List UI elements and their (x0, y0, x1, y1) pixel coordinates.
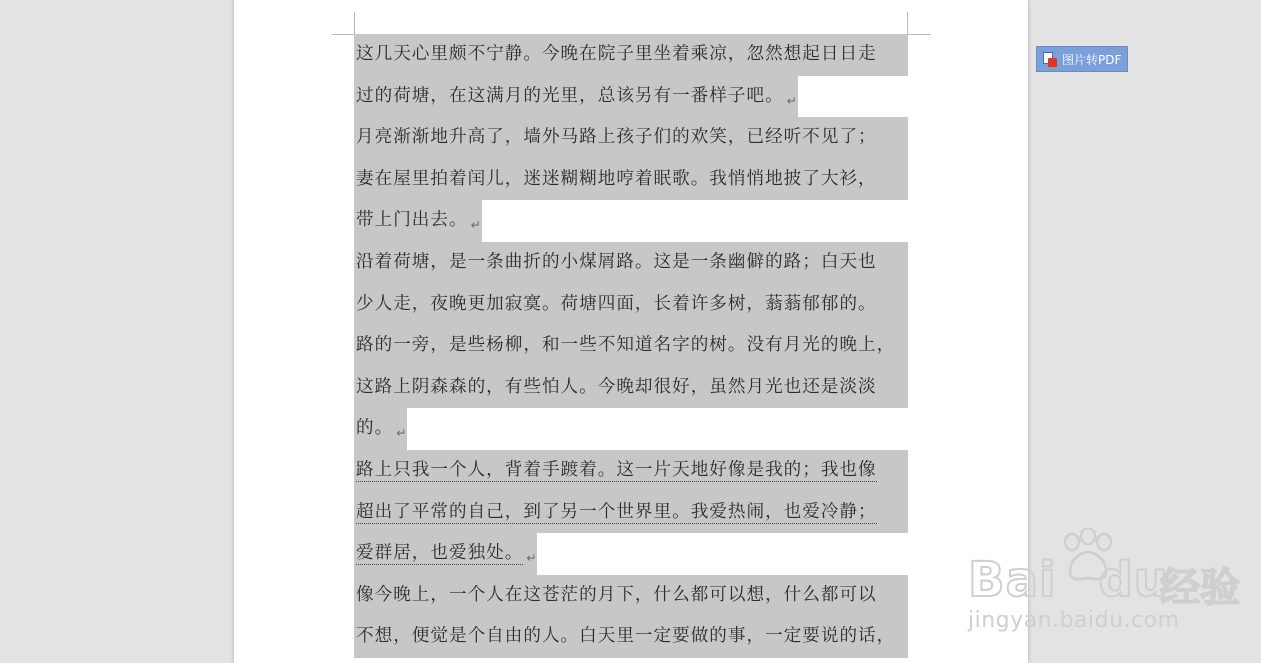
watermark-url: jingyan.baidu.com (968, 608, 1180, 633)
margin-corner-mark-top-left-horizontal (332, 34, 354, 35)
text-line: 过的荷塘，在这满月的光里，总该另有一番样子吧。 $_↵$ (354, 76, 908, 118)
text-line: 超出了平常的自己，到了另一个世界里。我爱热闹，也爱冷静； (354, 492, 908, 534)
text-line: 这路上阴森森的，有些怕人。今晚却很好，虽然月光也还是淡淡 (354, 367, 908, 409)
margin-corner-mark-top-right-horizontal (907, 34, 931, 35)
image-to-pdf-label: 图片转PDF (1062, 52, 1122, 67)
text-line: 带上门出去。 $_↵$ (354, 200, 908, 242)
paragraph[interactable] (354, 34, 908, 117)
image-to-pdf-button[interactable] (1036, 46, 1128, 72)
text-line: 爱群居，也爱独处。 $_↵$ (354, 533, 908, 575)
document-body[interactable] (354, 34, 908, 658)
text-line: 路上只我一个人，背着手踱着。这一片天地好像是我的；我也像 (354, 450, 908, 492)
paragraph-mark-icon: ↵ (786, 93, 798, 108)
text-line: 少人走，夜晚更加寂寞。荷塘四面，长着许多树，蓊蓊郁郁的。 (354, 284, 908, 326)
paragraph-mark-icon: ↵ (396, 426, 408, 441)
paragraph[interactable] (354, 117, 908, 242)
pdf-convert-icon (1043, 52, 1057, 67)
text-line: 沿着荷塘，是一条曲折的小煤屑路。这是一条幽僻的路；白天也 (354, 242, 908, 284)
paragraph-mark-icon: ↵ (526, 551, 538, 566)
paragraph-mark-icon: ↵ (470, 218, 482, 233)
text-line: 这几天心里颇不宁静。今晚在院子里坐着乘凉，忽然想起日日走 (354, 34, 908, 76)
document-page (234, 0, 1028, 663)
paragraph[interactable] (354, 575, 908, 658)
paragraph[interactable] (354, 242, 908, 450)
text-line: 的。 $_↵$ (354, 408, 908, 450)
text-line: 路的一旁，是些杨柳，和一些不知道名字的树。没有月光的晚上， (354, 325, 908, 367)
margin-corner-mark-top-left (354, 12, 355, 34)
text-line: 像今晚上，一个人在这苍茫的月下，什么都可以想，什么都可以 (354, 575, 908, 617)
margin-corner-mark-top-right (907, 12, 908, 34)
text-line: 月亮渐渐地升高了，墙外马路上孩子们的欢笑，已经听不见了； (354, 117, 908, 159)
text-line: 不想，便觉是个自由的人。白天里一定要做的事，一定要说的话， (354, 616, 908, 658)
text-line: 妻在屋里拍着闰儿，迷迷糊糊地哼着眠歌。我悄悄地披了大衫， (354, 159, 908, 201)
watermark-brand-cn: 经验 (1160, 565, 1240, 611)
paragraph[interactable] (354, 450, 908, 575)
baidu-jingyan-watermark (966, 528, 1256, 638)
watermark-brand: Bai du (968, 552, 1169, 608)
